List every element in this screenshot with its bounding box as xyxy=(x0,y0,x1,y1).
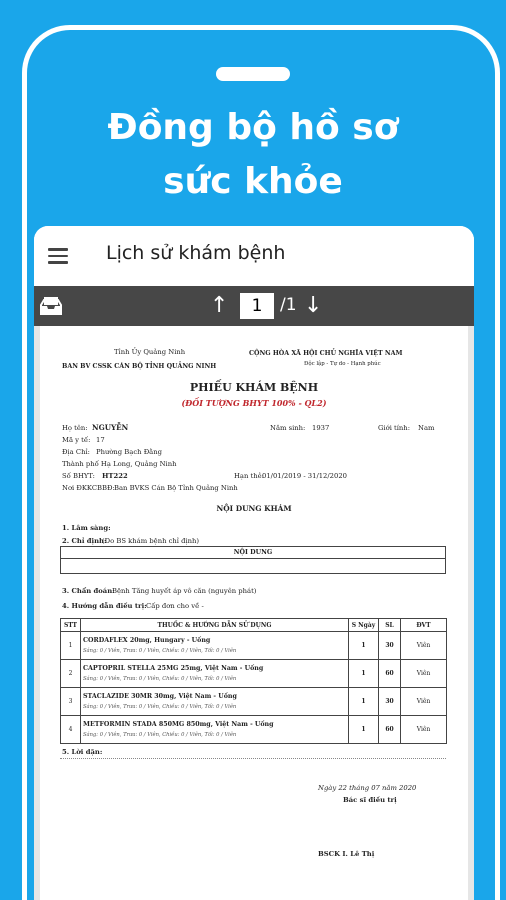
drug-name: CORDAFLEX 20mg, Hungary - Uống xyxy=(83,637,211,644)
drug-unit: Viên xyxy=(401,632,447,660)
advice-label: 5. Lời dặn: xyxy=(62,748,103,756)
section-title: NỘI DUNG KHÁM xyxy=(216,504,292,513)
promo-headline-line1: Đồng bộ hồ sơ xyxy=(107,107,399,148)
birth-value: 1937 xyxy=(312,424,330,432)
drug-unit: Viên xyxy=(401,660,447,688)
drug-unit: Viên xyxy=(401,688,447,716)
doctor-name: BSCK I. Lê Thị xyxy=(318,850,375,858)
patient-name: NGUYỄN xyxy=(92,423,129,432)
table-row xyxy=(61,716,447,744)
drug-name: METFORMIN STADA 850MG 850mg, Việt Nam - Uống xyxy=(83,721,274,728)
gender-label: Giới tính: xyxy=(378,424,410,432)
gender-value: Nam xyxy=(418,424,435,432)
prescription-table xyxy=(60,618,447,744)
drug-name: STACLAZIDE 30MR 30mg, Việt Nam - Uống xyxy=(83,693,237,700)
col-header-stt: STT xyxy=(61,619,81,632)
drug-days: 1 xyxy=(349,660,379,688)
registered-label: Nơi ĐKKCBBĐ: xyxy=(62,484,115,492)
drug-qty: 30 xyxy=(379,688,401,716)
org-top: Tỉnh Ủy Quảng Ninh xyxy=(114,348,186,356)
drug-stt: 4 xyxy=(61,716,81,744)
table-row xyxy=(61,660,447,688)
drug-name: CAPTOPRIL STELLA 25MG 25mg, Việt Nam - Uống xyxy=(83,665,264,672)
arrow-down-icon[interactable]: ↓ xyxy=(304,293,323,318)
advice-dotted-line xyxy=(60,758,446,759)
drug-qty: 60 xyxy=(379,660,401,688)
app-bar xyxy=(34,226,474,286)
promo-headline-line2: sức khỏe xyxy=(163,161,343,202)
pdf-viewer[interactable] xyxy=(34,326,474,900)
diagnosis-label: 3. Chẩn đoán: xyxy=(62,587,115,595)
drug-unit: Viên xyxy=(401,716,447,744)
drug-usage: Sáng: 0 / Viên, Trưa: 0 / Viên, Chiều: 0 / Viên, Tối: 0 / Viên xyxy=(83,704,237,710)
phone-speaker xyxy=(216,67,290,81)
drug-days: 1 xyxy=(349,688,379,716)
drug-usage: Sáng: 0 / Viên, Trưa: 0 / Viên, Chiều: 0 / Viên, Tối: 0 / Viên xyxy=(83,732,237,738)
org-name: BAN BV CSSK CÁN BỘ TỈNH QUẢNG NINH xyxy=(62,363,217,370)
validity-label: Hạn thẻ: xyxy=(234,472,264,480)
registered-value: Ban BVKS Cán Bộ Tỉnh Quảng Ninh xyxy=(114,484,238,492)
table-row xyxy=(61,632,447,660)
table-row xyxy=(61,688,447,716)
drug-cell xyxy=(81,660,349,688)
health-code-value: 17 xyxy=(96,436,105,444)
drug-stt: 2 xyxy=(61,660,81,688)
document-subtitle: (ĐỐI TƯỢNG BHYT 100% - QL2) xyxy=(181,398,327,408)
treatment-value: Cấp đơn cho về - xyxy=(146,602,204,610)
inbox-tray-icon[interactable] xyxy=(40,296,62,316)
pdf-toolbar xyxy=(34,286,474,326)
insurance-label: Số BHYT: xyxy=(62,472,95,480)
signature-date: Ngày 22 tháng 07 năm 2020 xyxy=(318,784,417,792)
col-header-qty: SL xyxy=(379,619,401,632)
referral-note: (Do BS khám bệnh chỉ định) xyxy=(102,537,200,545)
birth-label: Năm sinh: xyxy=(270,424,306,432)
drug-stt: 3 xyxy=(61,688,81,716)
insurance-value: HT222 xyxy=(102,472,128,480)
drug-usage: Sáng: 0 / Viên, Trưa: 0 / Viên, Chiều: 0 / Viên, Tối: 0 / Viên xyxy=(83,648,237,654)
nation-title: CỘNG HÒA XÃ HỘI CHỦ NGHĨA VIỆT NAM xyxy=(249,350,403,357)
referral-header: NỘI DUNG xyxy=(61,547,445,559)
doctor-role: Bác sĩ điều trị xyxy=(343,796,397,804)
page-number-input[interactable] xyxy=(240,293,274,319)
referral-label: 2. Chỉ định: xyxy=(62,537,107,545)
address-city: Thành phố Hạ Long, Quảng Ninh xyxy=(62,460,177,468)
hamburger-menu-icon[interactable] xyxy=(48,248,68,264)
drug-stt: 1 xyxy=(61,632,81,660)
drug-usage: Sáng: 0 / Viên, Trưa: 0 / Viên, Chiều: 0 / Viên, Tối: 0 / Viên xyxy=(83,676,237,682)
arrow-up-icon[interactable]: ↑ xyxy=(210,293,229,318)
col-header-days: S Ngày xyxy=(349,619,379,632)
patient-name-label: Họ tên: xyxy=(62,424,88,432)
drug-days: 1 xyxy=(349,716,379,744)
col-header-unit: ĐVT xyxy=(401,619,447,632)
drug-cell xyxy=(81,688,349,716)
table-header-row xyxy=(61,619,447,632)
page-title: Lịch sử khám bệnh xyxy=(106,242,286,264)
treatment-label: 4. Hướng dẫn điều trị: xyxy=(62,602,147,610)
page-total: /1 xyxy=(280,295,297,315)
drug-qty: 60 xyxy=(379,716,401,744)
clinical-label: 1. Lâm sàng: xyxy=(62,524,111,532)
drug-days: 1 xyxy=(349,632,379,660)
app-screen xyxy=(34,226,474,900)
validity-value: 01/01/2019 - 31/12/2020 xyxy=(262,472,347,480)
diagnosis-value: Bệnh Tăng huyết áp vô căn (nguyên phát) xyxy=(112,587,257,595)
address-value: Phường Bạch Đằng xyxy=(96,448,162,456)
address-label: Địa Chỉ: xyxy=(62,448,90,456)
medical-record-page xyxy=(40,326,468,900)
health-code-label: Mã y tế: xyxy=(62,436,91,444)
referral-table xyxy=(60,546,446,574)
document-title: PHIẾU KHÁM BỆNH xyxy=(189,381,319,394)
drug-cell xyxy=(81,716,349,744)
motto: Độc lập - Tự do - Hạnh phúc xyxy=(304,361,381,367)
col-header-drug: THUỐC & HƯỚNG DẪN SỬ DỤNG xyxy=(81,619,349,632)
drug-cell xyxy=(81,632,349,660)
drug-qty: 30 xyxy=(379,632,401,660)
